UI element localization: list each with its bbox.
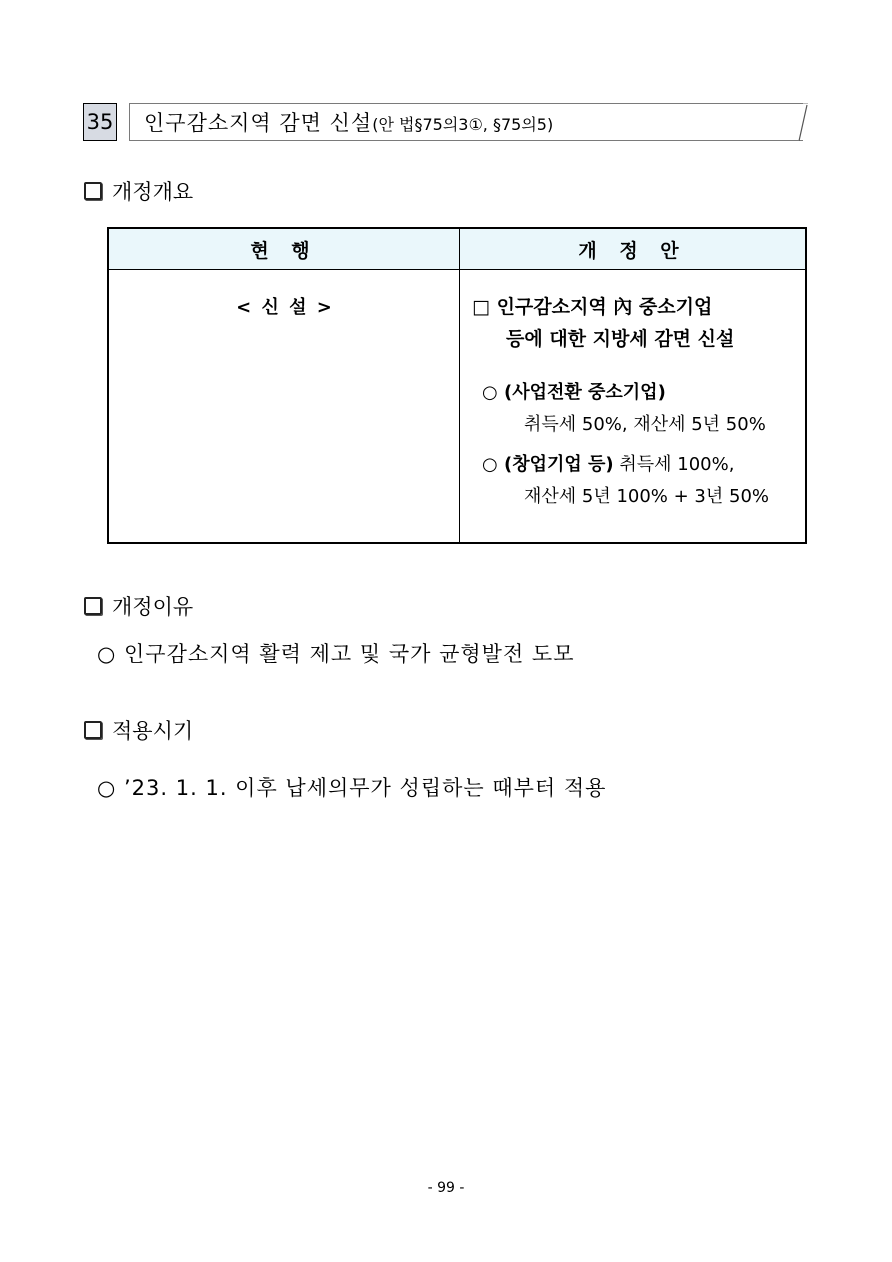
proposed-cell xyxy=(460,270,807,544)
proposed-heading-line2: 등에 대한 지방세 감면 신설 xyxy=(506,328,735,350)
checkbox-icon xyxy=(84,721,102,739)
proposed-item-1 xyxy=(472,377,804,441)
section-timing-label: 적용시기 xyxy=(112,719,194,743)
item1-detail: 취득세 50%, 재산세 5년 50% xyxy=(524,414,766,435)
title-main: 인구감소지역 감면 신설 xyxy=(144,111,373,135)
section-timing xyxy=(84,715,193,745)
page-number: - 99 - xyxy=(427,1180,465,1196)
section-title-row xyxy=(83,103,808,143)
section-reason-label: 개정이유 xyxy=(112,595,194,619)
title-box xyxy=(129,103,803,141)
item-number-badge: 35 xyxy=(83,103,117,141)
checkbox-icon xyxy=(84,182,102,200)
column-header-proposed: 개 정 안 xyxy=(460,228,807,270)
item1-label: ○ (사업전환 중소기업) xyxy=(482,382,666,403)
section-overview xyxy=(84,176,193,206)
section-overview-label: 개정개요 xyxy=(112,180,194,204)
current-cell xyxy=(108,270,460,544)
page-title xyxy=(144,104,553,144)
title-reference: (안 법§75의3①, §75의5) xyxy=(372,115,554,134)
item2-label: ○ (창업기업 등) xyxy=(482,454,614,475)
column-header-current: 현 행 xyxy=(108,228,460,270)
timing-item: ○ ’23. 1. 1. 이후 납세의무가 성립하는 때부터 적용 xyxy=(97,776,607,800)
comparison-table xyxy=(107,227,807,544)
proposed-item-2 xyxy=(472,449,804,513)
item2-detail: 재산세 5년 100% + 3년 50% xyxy=(524,486,770,507)
proposed-heading-line1: □ 인구감소지역 內 중소기업 xyxy=(472,296,713,318)
current-text: < 신 설 > xyxy=(236,297,332,318)
checkbox-icon xyxy=(84,597,102,615)
title-slant-decoration xyxy=(795,103,809,141)
section-reason xyxy=(84,591,193,621)
item2-text: 취득세 100%, xyxy=(613,454,735,475)
reason-item: ○ 인구감소지역 활력 제고 및 국가 균형발전 도모 xyxy=(97,642,575,666)
